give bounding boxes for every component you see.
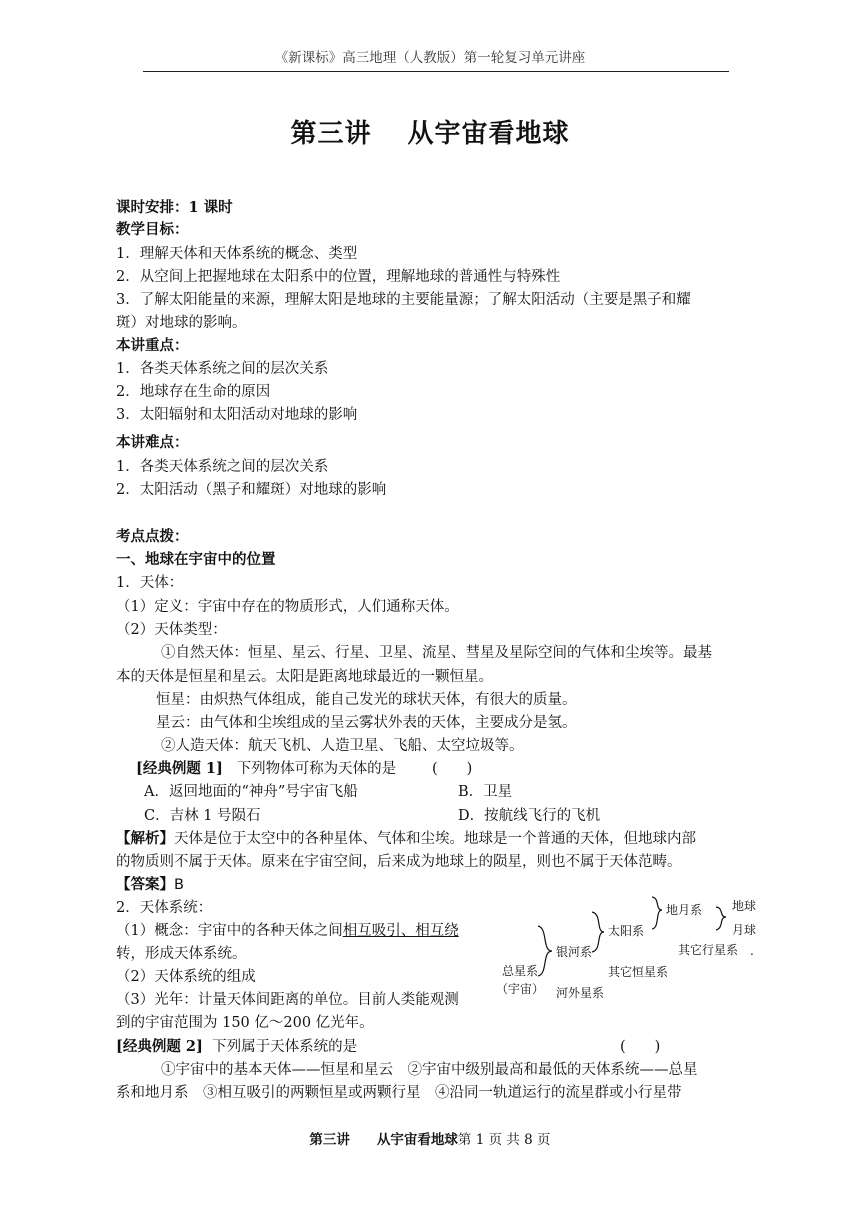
- option-d: D．按航线飞行的飞机: [458, 808, 601, 824]
- system-heading: 2．天体系统：: [116, 900, 213, 916]
- schedule-label: 课时安排：: [116, 199, 189, 216]
- difficult-point-item: 2．太阳活动（黑子和耀斑）对地球的影响: [116, 482, 387, 498]
- diagram-solar-system: 太阳系: [608, 924, 645, 938]
- analysis-text: 的物质则不属于天体。原来在宇宙空间，后来成为地球上的陨星，则也不属于天体范畴。: [116, 854, 682, 870]
- example2-question-text: 下列属于天体系统的是: [212, 1039, 358, 1055]
- example2-statements: ①宇宙中的基本天体——恒星和星云 ②宇宙中级别最高和最低的天体系统——总星: [161, 1062, 698, 1078]
- goal-item: 3．了解太阳能量的来源，理解太阳是地球的主要能量源；了解太阳活动（主要是黑子和耀: [116, 292, 691, 308]
- footer-title: 第三讲 从宇宙看地球: [309, 1132, 458, 1148]
- natural-bodies-text: 本的天体是恒星和星云。太阳是距离地球最近的一颗恒星。: [116, 669, 493, 685]
- definition-text: （1）定义：宇宙中存在的物质形式，人们通称天体。: [116, 599, 459, 615]
- natural-bodies-text: ①自然天体：恒星、星云、行星、卫星、流星、彗星及星际空间的气体和尘埃等。最基: [161, 645, 712, 661]
- celestial-system-hierarchy-diagram: [492, 896, 762, 1006]
- goal-item: 1．理解天体和天体系统的概念、类型: [116, 246, 358, 262]
- option-c: C．吉林 1 号陨石: [144, 808, 261, 824]
- diagram-dot: .: [750, 944, 754, 958]
- answer-label: 【答案】: [116, 877, 174, 893]
- analysis-label: 【解析】: [116, 831, 174, 847]
- page-header: 《新课标》高三地理（人教版）第一轮复习单元讲座: [274, 50, 586, 66]
- analysis-text: 天体是位于太空中的各种星体、气体和尘埃。地球是一个普通的天体，但地球内部: [174, 831, 696, 847]
- diagram-moon: 月球: [732, 923, 757, 937]
- concept-text: 转，形成天体系统。: [116, 946, 247, 962]
- example2-label: [经典例题 2]: [116, 1038, 203, 1055]
- option-a: A．返回地面的“神舟”号宇宙飞船: [144, 784, 358, 800]
- nebula-text: 星云：由气体和尘埃组成的呈云雾状外表的天体，主要成分是氢。: [156, 715, 577, 731]
- goal-item: 斑）对地球的影响。: [116, 315, 247, 331]
- lightyear-text: （3）光年：计量天体间距离的单位。目前人类能观测: [116, 992, 459, 1008]
- analysis-line: [116, 828, 696, 850]
- concept-text: （1）概念：宇宙中的各种天体之间: [116, 923, 343, 939]
- key-point-item: 3．太阳辐射和太阳活动对地球的影响: [116, 407, 358, 423]
- system-concept: [116, 920, 459, 942]
- schedule-value: 1 课时: [188, 199, 233, 216]
- difficult-point-item: 1．各类天体系统之间的层次关系: [116, 459, 329, 475]
- composition-text: （2）天体系统的组成: [116, 969, 256, 985]
- key-points-heading: 本讲重点：: [116, 337, 189, 354]
- brace-top: [538, 926, 552, 951]
- example1-answer-blank: ( ): [432, 761, 473, 777]
- title-topic: 从宇宙看地球: [407, 119, 570, 149]
- schedule-line: [116, 197, 233, 219]
- example1-label: [经典例题 1]: [136, 760, 223, 777]
- diagram-other-galaxies: 河外星系: [556, 986, 605, 1000]
- brace-bottom: [538, 951, 552, 976]
- example2-statements: 系和地月系 ③相互吸引的两颗恒星或两颗行星 ④沿同一轨道运行的流星群或小行星带: [116, 1085, 682, 1101]
- example2-question: [116, 1036, 357, 1058]
- header-rule: [143, 71, 729, 72]
- page-footer: [0, 1128, 860, 1148]
- example1-question: [136, 758, 396, 780]
- key-point-item: 2．地球存在生命的原因: [116, 384, 271, 400]
- key-point-item: 1．各类天体系统之间的层次关系: [116, 361, 329, 377]
- diagram-root-sublabel: （宇宙）: [496, 982, 545, 996]
- example1-question-text: 下列物体可称为天体的是: [236, 761, 397, 777]
- diagram-milky-way: 银河系: [556, 945, 593, 959]
- example2-answer-blank: ( ): [620, 1039, 661, 1055]
- goals-heading: 教学目标：: [116, 221, 189, 238]
- page-title: [0, 113, 860, 150]
- types-heading: （2）天体类型：: [116, 622, 227, 638]
- title-lecture-number: 第三讲: [290, 119, 372, 149]
- section-heading: 一、地球在宇宙中的位置: [116, 551, 276, 568]
- lightyear-text: 到的宇宙范围为 150 亿～200 亿光年。: [116, 1015, 374, 1031]
- answer-line: [116, 874, 184, 896]
- diagram-other-star-systems: 其它恒星系: [608, 965, 669, 979]
- artificial-bodies-text: ②人造天体：航天飞机、人造卫星、飞船、太空垃圾等。: [161, 738, 524, 754]
- footer-page-number: 第 1 页 共 8 页: [457, 1132, 551, 1148]
- star-text: 恒星：由炽热气体组成，能自己发光的球状天体，有很大的质量。: [156, 692, 577, 708]
- exam-points-heading: 考点点拨：: [116, 528, 189, 545]
- concept-underlined: 相互吸引、相互绕: [342, 923, 459, 939]
- diagram-earth-moon-system: 地月系: [666, 903, 703, 917]
- diagram-other-planet-systems: 其它行星系: [678, 943, 739, 957]
- difficult-points-heading: 本讲难点：: [116, 434, 189, 451]
- answer-value: B: [174, 877, 184, 893]
- diagram-root-label: 总星系: [502, 964, 539, 978]
- subsection-heading: 1．天体：: [116, 575, 184, 591]
- option-b: B．卫星: [458, 784, 513, 800]
- diagram-earth: 地球: [732, 899, 757, 913]
- goal-item: 2．从空间上把握地球在太阳系中的位置，理解地球的普通性与特殊性: [116, 269, 561, 285]
